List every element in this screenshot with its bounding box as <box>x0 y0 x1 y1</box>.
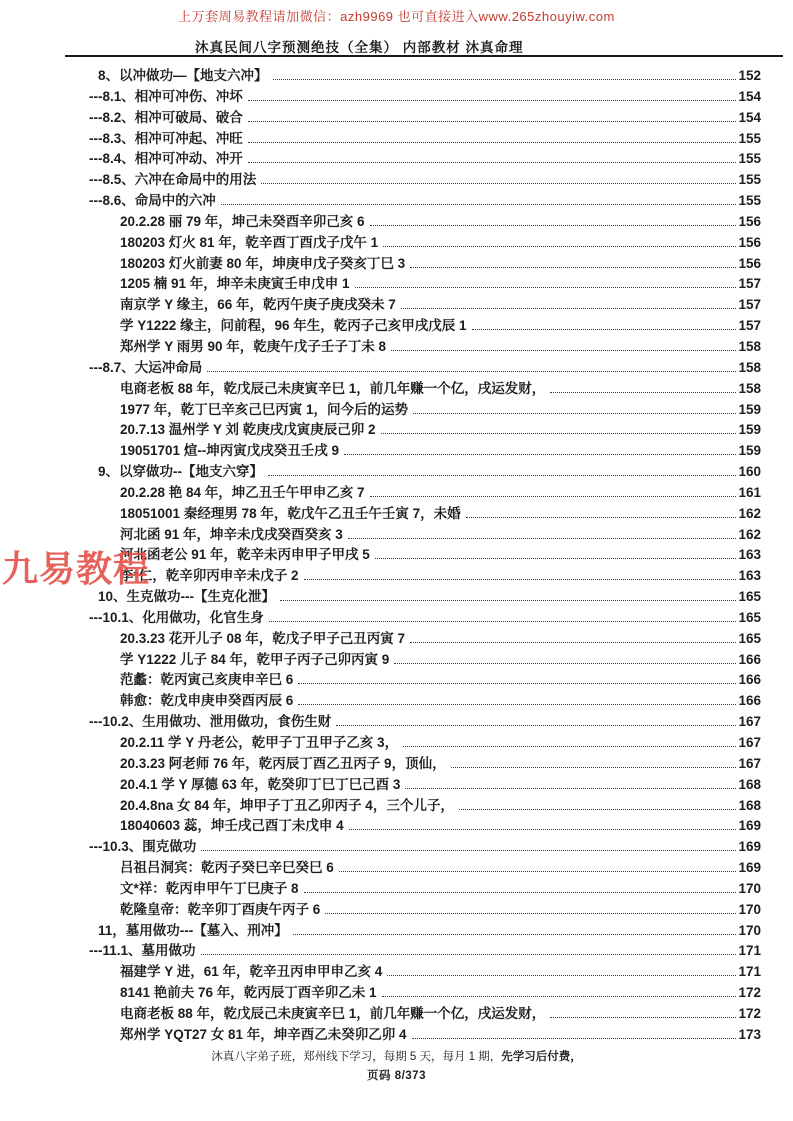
toc-entry <box>85 941 761 962</box>
toc-entry-text: ---10.2、生用做功、泄用做功，食伤生财 <box>89 714 332 730</box>
toc-entry-text: 福建学 Y 进，61 年，乾辛丑丙申甲申乙亥 4 <box>120 964 383 980</box>
toc-dot-leader <box>401 308 737 309</box>
page-footer <box>0 1048 793 1086</box>
toc-entry <box>85 66 761 87</box>
toc-entry-text: ---8.4、相冲可冲动、冲开 <box>89 151 243 167</box>
toc-entry-text: 20.2.11 学 Y 丹老公，乾甲子丁丑甲子乙亥 3， <box>120 735 399 750</box>
toc-entry-text: 20.2.28 丽 79 年，坤己未癸酉辛卯己亥 6 <box>120 213 365 229</box>
toc-dot-leader <box>339 871 737 872</box>
toc-dot-leader <box>349 829 737 830</box>
toc-entry-text: 电商老板 88 年，乾戊辰己未庚寅辛巳 1，前几年赚一个亿，戌运发财， <box>120 380 546 396</box>
toc-entry-text: 郑州学 YQT27 女 81 年，坤辛酉乙未癸卯乙卯 4 <box>120 1026 407 1042</box>
toc-dot-leader <box>273 79 737 80</box>
toc-entry-text: ---8.1、相冲可冲伤、冲坏 <box>89 88 243 104</box>
toc-page-number: 155 <box>738 130 761 146</box>
toc-entry <box>85 691 761 712</box>
toc-entry-text: 18040603 蕊，坤壬戌己酉丁未戊申 4 <box>120 818 344 834</box>
toc-entry-text: ---8.2、相冲可破局、破合 <box>89 109 243 125</box>
toc-entry-text: ---10.3、围克做功 <box>89 839 197 855</box>
toc-dot-leader <box>370 225 737 226</box>
toc-entry-text: 河北函老公 91 年，乾辛未丙申甲子甲戌 5 <box>120 547 370 563</box>
toc-dot-leader <box>413 413 736 414</box>
toc-entry-text: 20.2.28 艳 84 年，坤乙丑壬午甲申乙亥 7 <box>120 484 365 500</box>
toc-entry <box>85 712 761 733</box>
toc-page-number: 159 <box>738 401 761 417</box>
toc-entry-text: 学 Y1222 缘主，问前程，96 年生，乾丙子己亥甲戌戊辰 1 <box>120 318 467 334</box>
toc-page-number: 161 <box>738 484 761 500</box>
toc-entry <box>85 379 761 400</box>
toc-entry <box>85 816 761 837</box>
toc-entry <box>85 566 761 587</box>
toc-entry-text: 180203 灯火前妻 80 年，坤庚申戊子癸亥丁巳 3 <box>120 255 406 271</box>
toc-entry-text: 18051001 秦经理男 78 年，乾戊午乙丑壬午壬寅 7，未婚 <box>120 505 461 521</box>
toc-page-number: 167 <box>738 755 761 771</box>
toc-page-number: 168 <box>738 797 761 813</box>
toc-dot-leader <box>348 538 737 539</box>
toc-dot-leader <box>355 287 737 288</box>
toc-page-number: 156 <box>738 213 761 229</box>
toc-dot-leader <box>451 767 737 768</box>
toc-entry-text: 20.4.8na 女 84 年，坤甲子丁丑乙卯丙子 4，三个儿子， <box>120 797 454 813</box>
toc-page-number: 172 <box>738 985 761 1001</box>
toc-page-number: 160 <box>738 464 761 480</box>
toc-dot-leader <box>381 433 737 434</box>
toc-page-number: 165 <box>738 630 761 646</box>
toc-entry <box>85 629 761 650</box>
toc-dot-leader <box>261 183 736 184</box>
toc-entry-text: 11，墓用做功---【墓入、刑冲】 <box>98 922 288 938</box>
toc-dot-leader <box>293 934 737 935</box>
toc-entry-text: 1977 年，乾丁巳辛亥己巳丙寅 1，问今后的运势 <box>120 401 409 417</box>
toc-page-number: 169 <box>738 860 761 876</box>
toc-entry-text: 范蠡：乾丙寅己亥庚申辛巳 6 <box>120 672 294 688</box>
toc-page-number: 173 <box>738 1026 761 1042</box>
toc-page-number: 170 <box>738 880 761 896</box>
toc-page-number: 159 <box>738 443 761 459</box>
toc-entry <box>85 295 761 316</box>
toc-entry-text: 20.3.23 花开儿子 08 年，乾戊子甲子己丑丙寅 7 <box>120 630 406 646</box>
toc-dot-leader <box>298 704 736 705</box>
toc-list <box>85 66 761 1046</box>
toc-entry-text: ---8.6、命局中的六冲 <box>89 193 216 209</box>
toc-dot-leader <box>550 1017 736 1018</box>
toc-entry <box>85 796 761 817</box>
toc-dot-leader <box>269 621 737 622</box>
toc-entry <box>85 754 761 775</box>
toc-page-number: 158 <box>738 359 761 375</box>
toc-dot-leader <box>248 121 737 122</box>
toc-entry-text: 郑州学 Y 雨男 90 年，乾庚午戊子壬子丁未 8 <box>120 338 387 354</box>
toc-entry <box>85 879 761 900</box>
toc-dot-leader <box>325 913 736 914</box>
toc-entry-text: 南京学 Y 缘主，66 年，乾丙午庚子庚戌癸未 7 <box>120 297 396 313</box>
toc-page-number: 168 <box>738 776 761 792</box>
toc-dot-leader <box>472 329 737 330</box>
toc-page-number: 166 <box>738 693 761 709</box>
toc-dot-leader <box>412 1038 737 1039</box>
toc-dot-leader <box>344 454 736 455</box>
toc-entry-text: ---8.7、大运冲命局 <box>89 359 203 375</box>
toc-entry-text: 8、以冲做功—【地支六冲】 <box>98 68 268 83</box>
toc-entry <box>85 108 761 129</box>
toc-page-number: 155 <box>738 193 761 209</box>
toc-page-number: 166 <box>738 651 761 667</box>
toc-entry-text: ---11.1、墓用做功 <box>89 943 196 959</box>
toc-dot-leader <box>221 204 737 205</box>
toc-entry <box>85 233 761 254</box>
toc-entry-text: ---10.1、化用做功，化官生身 <box>89 609 264 625</box>
toc-entry <box>85 650 761 671</box>
toc-entry-text: 1205 楠 91 年，坤辛未庚寅壬申戊申 1 <box>120 276 350 292</box>
promo-notice: 上万套周易教程请加微信：azh9969 也可直接进入www.265zhouyiw.com <box>178 9 615 24</box>
toc-dot-leader <box>248 142 737 143</box>
toc-entry <box>85 358 761 379</box>
toc-entry <box>85 1004 761 1025</box>
toc-page-number: 165 <box>738 609 761 625</box>
toc-dot-leader <box>248 100 737 101</box>
toc-page-number: 165 <box>738 589 761 605</box>
toc-entry <box>85 316 761 337</box>
toc-page-number: 156 <box>738 255 761 271</box>
toc-entry <box>85 420 761 441</box>
toc-entry <box>85 837 761 858</box>
toc-entry-text: 韩愈：乾戊申庚申癸酉丙辰 6 <box>120 693 294 709</box>
toc-entry <box>85 608 761 629</box>
toc-page-number: 155 <box>738 151 761 167</box>
toc-page-number: 157 <box>738 276 761 292</box>
toc-entry <box>85 921 761 942</box>
toc-entry-text: 20.3.23 阿老师 76 年，乾丙辰丁酉乙丑丙子 9，顶仙， <box>120 755 446 771</box>
toc-entry-text: ---8.5、六冲在命局中的用法 <box>89 172 257 188</box>
toc-entry-text: ---8.3、相冲可冲起、冲旺 <box>89 130 243 146</box>
toc-page-number: 163 <box>738 568 761 584</box>
toc-page-number: 162 <box>738 526 761 542</box>
toc-page-number: 166 <box>738 672 761 688</box>
toc-entry <box>85 483 761 504</box>
toc-entry-text: 电商老板 88 年，乾戊辰己未庚寅辛巳 1，前几年赚一个亿，戌运发财， <box>120 1005 546 1021</box>
toc-entry <box>85 525 761 546</box>
toc-page-number: 169 <box>738 839 761 855</box>
toc-entry <box>85 212 761 233</box>
toc-entry-text: 学 Y1222 儿子 84 年，乾甲子丙子己卯丙寅 9 <box>120 651 390 667</box>
toc-page-number: 170 <box>738 922 761 938</box>
toc-entry <box>85 129 761 150</box>
toc-page-number: 163 <box>738 547 761 563</box>
toc-entry-text: 文*祥：乾丙申甲午丁巳庚子 8 <box>120 880 299 896</box>
toc-page-number: 172 <box>738 1005 761 1021</box>
toc-entry <box>85 775 761 796</box>
footer-line1-bold: 先学习后付费， <box>501 1051 582 1063</box>
toc-page-number: 156 <box>738 234 761 250</box>
toc-entry <box>85 254 761 275</box>
toc-dot-leader <box>304 892 737 893</box>
toc-entry <box>85 400 761 421</box>
toc-dot-leader <box>383 246 736 247</box>
toc-entry-text: 河北函 91 年，坤辛未戊戌癸酉癸亥 3 <box>120 526 343 542</box>
toc-entry <box>85 900 761 921</box>
toc-dot-leader <box>207 371 736 372</box>
document-title: 沐真民间八字预测绝技（全集） 内部教材 沐真命理 <box>195 40 524 55</box>
toc-entry-text: 吕祖吕洞宾：乾丙子癸巳辛巳癸巳 6 <box>120 860 334 876</box>
toc-entry-text: 20.7.13 温州学 Y 刘 乾庚戌戊寅庚辰己卯 2 <box>120 422 376 438</box>
footer-line1 <box>0 1048 793 1067</box>
toc-entry <box>85 462 761 483</box>
toc-entry-text: 乾隆皇帝：乾辛卯丁酉庚午丙子 6 <box>120 901 321 917</box>
toc-dot-leader <box>201 850 736 851</box>
footer-page-number: 页码 8/373 <box>367 1070 426 1082</box>
toc-entry <box>85 504 761 525</box>
header-divider <box>65 55 783 57</box>
toc-entry <box>85 858 761 879</box>
toc-entry <box>85 191 761 212</box>
toc-entry <box>85 962 761 983</box>
toc-entry <box>85 149 761 170</box>
toc-entry-text: 19051701 煊--坤丙寅戊戌癸丑壬戌 9 <box>120 443 340 459</box>
toc-page-number: 162 <box>738 505 761 521</box>
toc-dot-leader <box>394 663 736 664</box>
toc-page-number: 155 <box>738 172 761 188</box>
toc-dot-leader <box>550 392 736 393</box>
toc-dot-leader <box>466 517 737 518</box>
toc-dot-leader <box>382 996 737 997</box>
toc-dot-leader <box>268 475 736 476</box>
toc-entry <box>85 274 761 295</box>
toc-page-number: 157 <box>738 318 761 334</box>
toc-page-number: 152 <box>738 68 761 83</box>
toc-dot-leader <box>248 162 737 163</box>
toc-page-number: 167 <box>738 714 761 730</box>
toc-page-number: 157 <box>738 297 761 313</box>
toc-entry <box>85 545 761 566</box>
toc-dot-leader <box>370 496 737 497</box>
toc-dot-leader <box>375 558 737 559</box>
toc-dot-leader <box>336 725 736 726</box>
toc-page-number: 170 <box>738 901 761 917</box>
toc-dot-leader <box>410 267 736 268</box>
toc-page-number: 167 <box>738 735 761 750</box>
toc-dot-leader <box>387 975 736 976</box>
toc-entry <box>85 983 761 1004</box>
toc-entry <box>85 170 761 191</box>
toc-dot-leader <box>403 746 736 747</box>
toc-page-number: 159 <box>738 422 761 438</box>
toc-entry <box>85 87 761 108</box>
toc-dot-leader <box>298 683 736 684</box>
toc-page-number: 169 <box>738 818 761 834</box>
toc-entry-text: 8141 艳前夫 76 年，乾丙辰丁酉辛卯乙未 1 <box>120 985 377 1001</box>
toc-entry <box>85 1025 761 1046</box>
toc-entry-text: 180203 灯火 81 年，乾辛酉丁酉戊子戊午 1 <box>120 234 379 250</box>
toc-dot-leader <box>391 350 736 351</box>
toc-dot-leader <box>280 600 736 601</box>
toc-dot-leader <box>201 954 737 955</box>
toc-entry <box>85 441 761 462</box>
toc-entry-text: 李*仁，乾辛卯丙申辛未戊子 2 <box>120 568 299 584</box>
footer-line1-normal: 沐真八字弟子班，郑州线下学习，每期 5 天，每月 1 期， <box>211 1051 502 1063</box>
toc-dot-leader <box>459 809 737 810</box>
toc-page-number: 158 <box>738 380 761 396</box>
toc-entry-text: 9、以穿做功--【地支六穿】 <box>98 464 263 480</box>
toc-page-number: 171 <box>738 943 761 959</box>
toc-page-number: 158 <box>738 338 761 354</box>
toc-dot-leader <box>304 579 737 580</box>
watermark-text: 九易教程 <box>2 548 151 589</box>
toc-entry-text: 10、生克做功---【生克化泄】 <box>98 589 276 605</box>
toc-dot-leader <box>405 788 736 789</box>
toc-dot-leader <box>410 642 736 643</box>
toc-entry <box>85 337 761 358</box>
toc-entry-text: 20.4.1 学 Y 厚德 63 年，乾癸卯丁巳丁巳己酉 3 <box>120 776 401 792</box>
toc-entry <box>85 733 761 754</box>
toc-page-number: 171 <box>738 964 761 980</box>
toc-page-number: 154 <box>738 109 761 125</box>
toc-page-number: 154 <box>738 88 761 104</box>
toc-entry <box>85 670 761 691</box>
toc-entry <box>85 587 761 608</box>
